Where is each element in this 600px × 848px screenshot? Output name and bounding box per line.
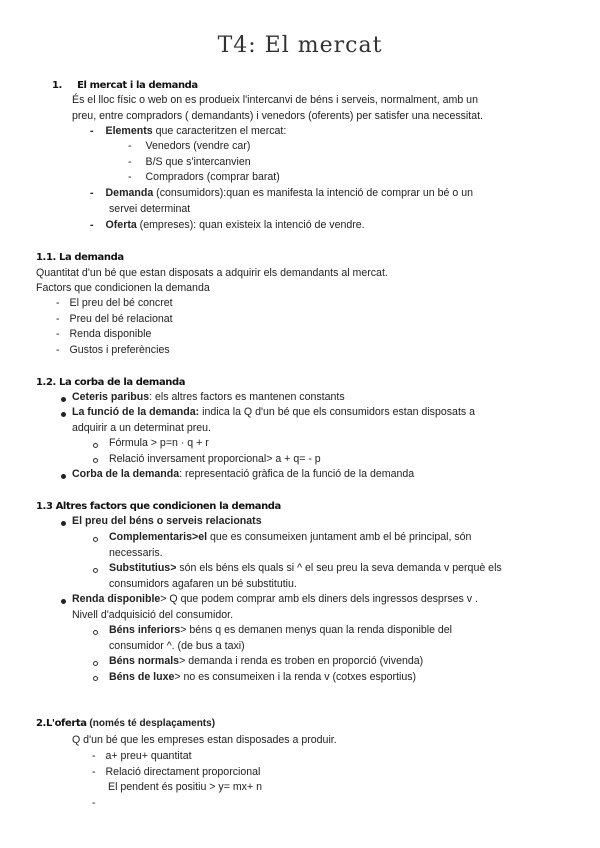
list-item: - Gustos i preferències <box>56 343 170 356</box>
substitutius-label: Substitutius> <box>109 562 177 574</box>
list-item: - Compradors (comprar barat) <box>128 171 280 184</box>
section-2-heading: 2.L'oferta <box>36 718 87 729</box>
ceteris-text: : els altres factors es mantenen constants <box>149 391 345 403</box>
elements-sublist <box>128 139 280 186</box>
oferta-item: - Oferta (empreses): quan existeix la intenció de vendre. <box>90 219 365 231</box>
section-1-2-heading: 1.2. La corba de la demanda <box>36 377 186 388</box>
corba-text: : representació gràfica de la funció de la demanda <box>179 468 415 480</box>
section-1-1-heading: 1.1. La demanda <box>36 252 124 263</box>
demanda-text: (consumidors):quan es manifesta la intenció de comprar un bé o un <box>153 187 473 199</box>
list-item: - Renda disponible <box>56 328 152 341</box>
complementaris-label: Complementaris>el <box>109 531 208 543</box>
ceteris-label: Ceteris paribus <box>72 391 150 403</box>
section-1-3-heading: 1.3 Altres factors que condicionen la demanda <box>36 501 281 512</box>
renda-label: Renda disponible <box>72 593 161 605</box>
definition-line: Quantitat d'un bé que estan disposats a adquirir els demandants al mercat. <box>36 266 388 279</box>
section-2-definition <box>72 733 337 749</box>
renda-text: > Q que podem comprar amb els diners dels ingressos desprses v . <box>160 593 478 605</box>
list-item: - El preu del bé concret <box>56 297 173 309</box>
factors-line: Factors que condicionen la demanda <box>36 282 210 295</box>
circle-bullet-icon <box>93 630 98 635</box>
factors-list <box>56 296 173 358</box>
circle-bullet-icon <box>93 568 98 573</box>
bullet-icon <box>61 412 66 417</box>
preu-label: El preu del béns o serveis relacionats <box>72 515 262 527</box>
list-item: - Preu del bé relacionat <box>56 312 173 325</box>
section-1-intro <box>72 93 483 124</box>
section-1-3-heading-wrap <box>36 499 281 515</box>
demanda-item: - Demanda (consumidors):quan es manifesta la intenció de comprar un bé o un servei determinat <box>90 186 473 217</box>
inferiors-text-cont: consumidor ^. (de bus a taxi) <box>109 639 245 652</box>
section-1 <box>52 78 198 94</box>
list-item: - Venedors (vendre car) <box>128 140 251 152</box>
circle-bullet-icon <box>93 443 98 448</box>
section-1-number: 1. <box>52 80 62 91</box>
list-item: - a+ preu+ quantitat <box>92 750 192 762</box>
preu-item <box>72 514 262 530</box>
circle-bullet-icon <box>93 676 98 681</box>
inferiors-text: > béns q es demanen menys quan la renda disponible del <box>180 624 453 636</box>
bullet-icon <box>61 521 66 526</box>
section-2-note: (només té desplaçaments) <box>86 718 216 729</box>
intro-line: És el lloc físic o web on es produeix l'intercanvi de béns i serveis, normalment, amb un <box>72 94 478 106</box>
luxe-text: > no es consumeixen i la renda v (cotxes esportius) <box>174 670 417 683</box>
definition-line: Q d'un bé que les empreses estan disposades a produir. <box>72 734 337 746</box>
funcio-item <box>72 405 475 436</box>
oferta-text: (empreses): quan existeix la intenció de vendre. <box>136 219 365 231</box>
funcio-label: La funció de la demanda: <box>72 406 200 418</box>
page-title: T4: El mercat <box>217 33 383 58</box>
elements-text: que caracteritzen el mercat: <box>152 125 287 137</box>
intro-line: preu, entre compradors ( demandants) i venedors (oferents) per satisfer una necessitat. <box>72 109 484 122</box>
oferta-list <box>92 749 262 811</box>
funcio-sublist <box>109 436 321 467</box>
substitutius-text-cont: consumidors agafaren un bé substitutiu. <box>109 577 297 590</box>
substitutius-item <box>109 561 502 592</box>
section-1-1 <box>36 250 388 297</box>
substitutius-text: són els béns els quals si ^ el seu preu la seva demanda v perquè els <box>176 562 502 574</box>
complementaris-text: que es consumeixen juntament amb el bé principal, són <box>207 531 472 543</box>
funcio-text: indica la Q d'un bé que els consumidors estan disposats a <box>199 406 476 418</box>
list-item: - Relació directament proporcional <box>92 765 261 778</box>
section-1-title: El mercat i la demanda <box>77 80 198 91</box>
section-1-heading <box>52 78 198 94</box>
list-item: Relació inversament proporcional> a + q= - p <box>109 452 321 465</box>
section-1-2-heading-wrap <box>36 375 185 391</box>
corba-item <box>72 467 414 483</box>
circle-bullet-icon <box>93 537 98 542</box>
luxe-label: Béns de luxe <box>109 670 175 683</box>
inferiors-label: Béns inferiors <box>109 624 181 636</box>
complementaris-text-cont: necessaris. <box>109 546 163 559</box>
renda-item <box>72 592 478 623</box>
normals-label: Béns normals <box>109 655 180 668</box>
bullet-icon <box>61 474 66 479</box>
section-2 <box>36 716 215 732</box>
bens-sublist <box>109 623 452 685</box>
list-item: Fórmula > p=n · q + r <box>109 437 209 449</box>
pendent-line: El pendent és positiu > y= mx+ n <box>108 781 262 794</box>
renda-text-cont: Nivell d'adquisició del consumidor. <box>72 608 234 621</box>
circle-bullet-icon <box>93 458 98 463</box>
ceteris-item <box>72 390 345 406</box>
funcio-text-cont: adquirir a un determinat preu. <box>72 421 211 434</box>
empty-list-item: - <box>92 796 96 809</box>
demanda-label: Demanda <box>105 187 154 199</box>
list-item: - B/S que s'intercanvien <box>128 155 251 168</box>
bullet-icon <box>61 397 66 402</box>
elements-label: Elements <box>105 125 153 137</box>
oferta-label: Oferta <box>105 219 137 231</box>
bullet-icon <box>61 599 66 604</box>
normals-text: > demanda i renda es troben en proporció (vivenda) <box>179 655 424 668</box>
corba-label: Corba de la demanda <box>72 468 180 480</box>
circle-bullet-icon <box>93 661 98 666</box>
complementaris-item <box>109 530 471 561</box>
demanda-text-cont: servei determinat <box>109 202 191 215</box>
elements-item: - Elements que caracteritzen el mercat: <box>90 125 287 137</box>
